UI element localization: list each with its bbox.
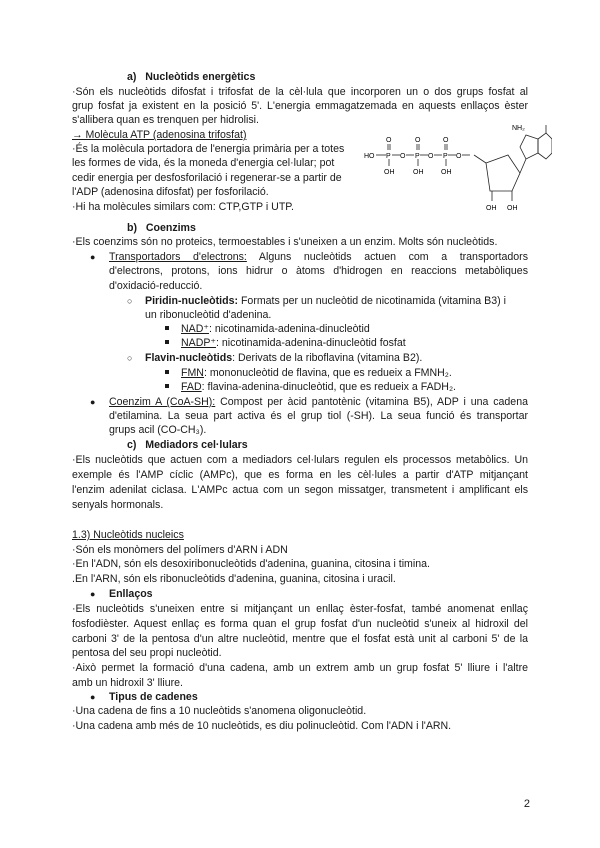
- transportadors-text: Alguns nucleòtids actuen com a transportadors: [258, 251, 528, 263]
- nadp-label: NADP⁺: [181, 337, 217, 349]
- flavin-text: : Derivats de la riboflavina (vitamina B2).: [232, 352, 423, 364]
- paragraph-line: ·Una cadena de fins a 10 nucleòtids s'anomena oligonucleòtid.: [72, 705, 367, 717]
- square-bullet-icon: [165, 384, 169, 388]
- fad-line: [181, 380, 456, 394]
- circle-bullet-icon: ○: [127, 296, 133, 306]
- coenzim-a-line: [109, 395, 528, 409]
- ho-label: HO: [364, 153, 375, 160]
- heading-enllacos: Enllaços: [109, 588, 153, 600]
- paragraph-line: carboni 3' de la pentosa d'un altre nucleòtid, mentre que el fosfat està unit al carboni 5' de la: [72, 633, 528, 645]
- paragraph-line: ·Els nucleòtids que actuen com a mediadors cel·lulars regulen els processos metabòlics. Un: [72, 454, 528, 466]
- paragraph-line: amb un hidroxil 3' lliure.: [72, 677, 183, 689]
- paragraph-line: grups acil (CO-CH₃).: [109, 424, 207, 436]
- paragraph-line: ·Els coenzims són no proteics, termoestables i s'uneixen a un enzim. Molts són nucleòtids.: [72, 236, 498, 248]
- heading-nucleics: 1.3) Nucleòtids nucleics: [72, 529, 184, 541]
- paragraph-line: ·És la molècula portadora de l'energia primària per a totes: [72, 143, 345, 155]
- paragraph-line: les formes de vida, és la moneda d'energia cel·lular; pot: [72, 157, 335, 169]
- heading-mediadors: c) Mediadors cel·lulars: [127, 439, 248, 451]
- paragraph-line: .En l'ARN, són els ribonucleòtids d'adenina, guanina, citosina i uracil.: [72, 573, 396, 585]
- nadp-line: [181, 336, 406, 350]
- fmn-label: FMN: [181, 367, 204, 379]
- fmn-text: : mononucleòtid de flavina, que es redueix a FMNH₂.: [203, 367, 452, 379]
- atp-structure-figure: [362, 117, 552, 217]
- nh2-label: NH₂: [512, 125, 525, 132]
- oxygen-label: O: [386, 137, 392, 144]
- paragraph-line: ·Són els monòmers del polímers d'ARN i ADN: [72, 544, 288, 556]
- phosphorus-label: P: [415, 153, 420, 160]
- hydroxyl-label: OH: [507, 205, 518, 212]
- phosphorus-label: P: [443, 153, 448, 160]
- paragraph-line: l'ADP (adenosina difosfat) per fosforilació.: [72, 186, 269, 198]
- fad-text: : flavina-adenina-dinucleòtid, que es redueix a FADH₂.: [201, 381, 456, 393]
- hydroxyl-label: OH: [486, 205, 497, 212]
- paragraph-line: ·En l'ADN, són els desoxiribonucleòtids d'adenina, guanina, citosina i timina.: [72, 558, 430, 570]
- oxygen-label: O: [443, 137, 449, 144]
- heading-tipus-cadenes: Tipus de cadenes: [109, 691, 198, 703]
- hydroxyl-label: OH: [441, 169, 452, 176]
- bullet-icon: ●: [90, 692, 96, 702]
- oxygen-label: O: [428, 153, 434, 160]
- flavin-line: [145, 351, 422, 365]
- page-number: 2: [523, 798, 530, 810]
- paragraph-line: d'electrons, protons, ions hidrur o àtoms d'hidrogen en reaccions metabòliques: [109, 265, 528, 277]
- paragraph-line: d'oxidació-reducció.: [109, 280, 203, 292]
- oxygen-label: O: [400, 153, 406, 160]
- paragraph-line: pentosa del seu propi nucleòtid.: [72, 647, 222, 659]
- paragraph-line: ·Una cadena amb més de 10 nucleòtids, es diu polinucleòtid. Com l'ADN i l'ARN.: [72, 720, 452, 732]
- piridin-line: [145, 294, 506, 308]
- transportadors-label: Transportadors d'electrons:: [109, 251, 247, 263]
- transportadors-line: [109, 250, 528, 264]
- nad-text: : nicotinamida-adenina-dinucleòtid: [208, 323, 370, 335]
- square-bullet-icon: [165, 340, 169, 344]
- paragraph-line: ·Són els nucleòtids difosfat i trifosfat de la cèl·lula que incorporen un o dos grups fosfat al: [72, 86, 528, 98]
- oxygen-label: O: [456, 153, 462, 160]
- phosphorus-label: P: [386, 153, 391, 160]
- paragraph-line: grup fosfat ja existent en la posició 5'. L'energia emmagatzemada en aquests enllaços èster: [72, 100, 528, 112]
- atp-subheading: → Molècula ATP (adenosina trifosfat): [72, 129, 247, 141]
- flavin-label: Flavin-nucleòtids: [145, 352, 233, 364]
- nadp-text: : nicotinamida-adenina-dinucleòtid fosfat: [216, 337, 406, 349]
- paragraph-line: fosfodièster. Aquest enllaç es forma quan el grup fosfat d'un nucleòtid s'uneix al hidroxil del: [72, 618, 528, 630]
- paragraph-line: ·Els nucleòtids s'uneixen entre si mitjançant un enllaç èster-fosfat, també anomenat enllaç: [72, 603, 528, 615]
- piridin-label: Piridin-nucleòtids:: [145, 295, 238, 307]
- coenzim-a-text: Compost per àcid pantotènic (vitamina B5), ADP i una cadena: [220, 396, 528, 408]
- paragraph-line: senyals hormonals.: [72, 499, 164, 511]
- bullet-icon: ●: [90, 252, 96, 262]
- paragraph-line: ·Això permet la formació d'una cadena, amb un extrem amb un grup fosfat 5' lliure i l'altre: [72, 662, 528, 674]
- fad-label: FAD: [181, 381, 202, 393]
- paragraph-line: exemple és l'AMP cíclic (AMPc), que es forma en les cèl·lules a partir d'ATP mitjançant: [72, 469, 528, 481]
- hydroxyl-label: OH: [413, 169, 424, 176]
- paragraph-line: l'enzim adenilat ciclasa. L'AMPc actua com un segon missatger, transmetent i amplificant els: [72, 484, 528, 496]
- bullet-icon: ●: [90, 397, 96, 407]
- circle-bullet-icon: ○: [127, 353, 133, 363]
- square-bullet-icon: [165, 326, 169, 330]
- paragraph-line: cedir energia per desfosforilació i regenerar-se a partir de: [72, 172, 342, 184]
- paragraph-line: ·Hi ha molècules similars com: CTP,GTP i UTP.: [72, 201, 294, 213]
- bullet-icon: ●: [90, 589, 96, 599]
- coenzim-a-label: Coenzim A (CoA-SH):: [109, 396, 216, 408]
- fmn-line: [181, 366, 452, 380]
- paragraph-line: s'allibera quan es trenquen per hidrolisi.: [72, 114, 259, 126]
- heading-coenzims: b) Coenzims: [127, 222, 196, 234]
- paragraph-line: d'etilamina. La seua part activa és el grup tiol (-SH). La seua funció és transportar: [109, 410, 528, 422]
- paragraph-line: un ribonucleòtid d'adenina.: [145, 309, 272, 321]
- heading-energetics: a) Nucleòtids energètics: [127, 71, 256, 83]
- square-bullet-icon: [165, 370, 169, 374]
- hydroxyl-label: OH: [384, 169, 395, 176]
- piridin-text: Formats per un nucleòtid de nicotinamida (vitamina B3) i: [240, 295, 506, 307]
- nad-line: [181, 322, 370, 336]
- nad-label: NAD⁺: [181, 323, 209, 335]
- oxygen-label: O: [415, 137, 421, 144]
